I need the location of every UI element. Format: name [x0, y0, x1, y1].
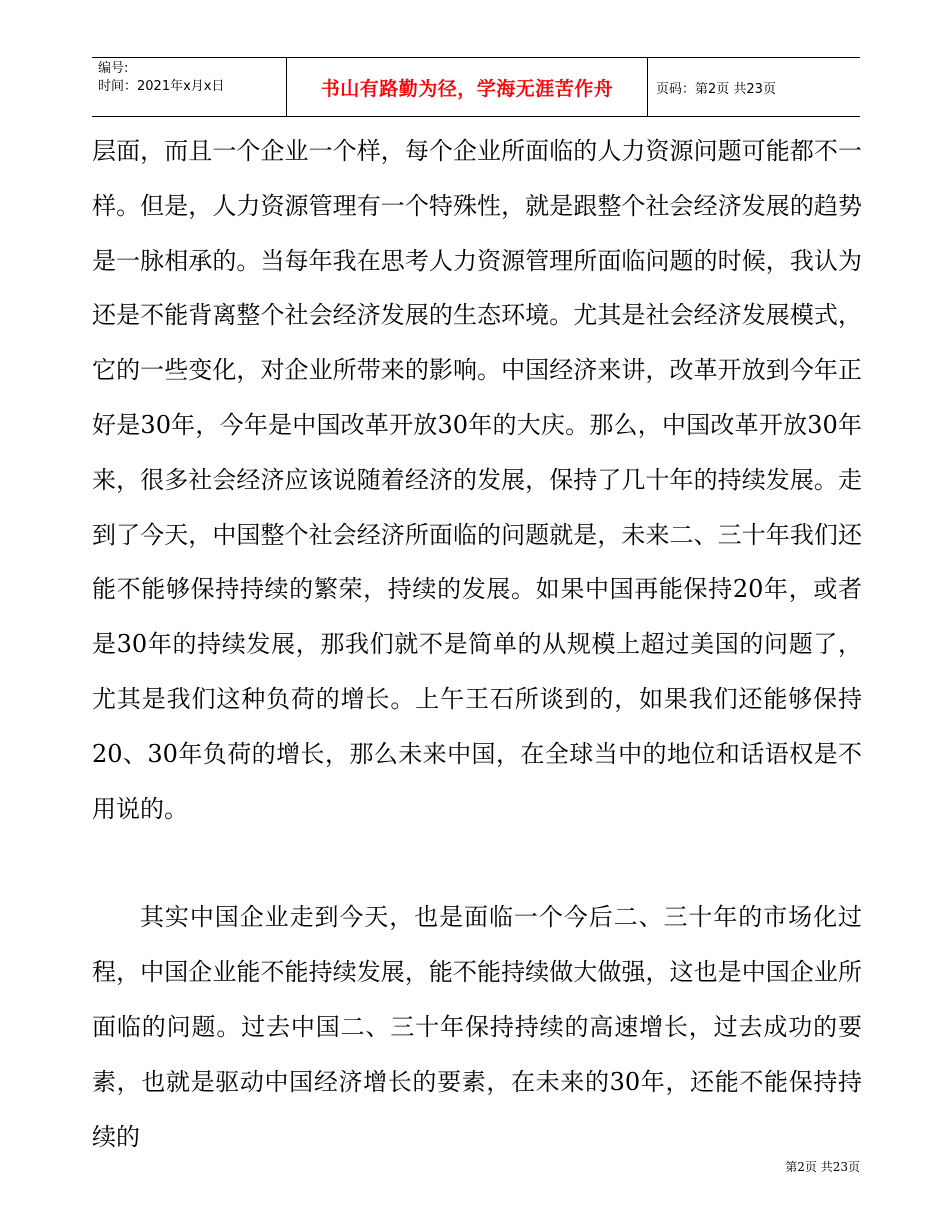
- header-motto: 书山有路勤为径，学海无涯苦作舟: [286, 58, 648, 116]
- paragraph-spacer: [92, 836, 862, 890]
- body-paragraph: 层面，而且一个企业一个样，每个企业所面临的人力资源问题可能都不一样。但是，人力资源管理有一个特殊性，就是跟整个社会经济发展的趋势是一脉相承的。当每年我在思考人力资源管理所面临问题的时候，我认为还是不能背离整个社会经济发展的生态环境。尤其是社会经济发展模式，它的一些变化，对企业所带来的影响。中国经济来讲，改革开放到今年正好是30年，今年是中国改革开放30年的大庆。那么，中国改革开放30年来，很多社会经济应该说随着经济的发展，保持了几十年的持续发展。走到了今天，中国整个社会经济所面临的问题就是，未来二、三十年我们还能不能够保持持续的繁荣，持续的发展。如果中国再能保持20年，或者是30年的持续发展，那我们就不是简单的从规模上超过美国的问题了，尤其是我们这种负荷的增长。上午王石所谈到的，如果我们还能够保持20、30年负荷的增长，那么未来中国，在全球当中的地位和话语权是不用说的。: [92, 137, 862, 823]
- document-body: [92, 124, 862, 1164]
- page-footer: 第2页 共23页: [785, 1160, 860, 1174]
- header-page-info: 页码：第2页 共23页: [656, 81, 776, 97]
- document-time-label: 时间：2021年x月x日: [98, 79, 225, 94]
- header-meta: [92, 58, 286, 116]
- document-number-label: 编号:: [98, 61, 129, 76]
- body-paragraph: 其实中国企业走到今天，也是面临一个今后二、三十年的市场化过程，中国企业能不能持续发展，能不能持续做大做强，这也是中国企业所面临的问题。过去中国二、三十年保持持续的高速增长，过去成功的要素，也就是驱动中国经济增长的要素，在未来的30年，还能不能保持持续的: [92, 903, 862, 1151]
- page-header: [92, 57, 860, 117]
